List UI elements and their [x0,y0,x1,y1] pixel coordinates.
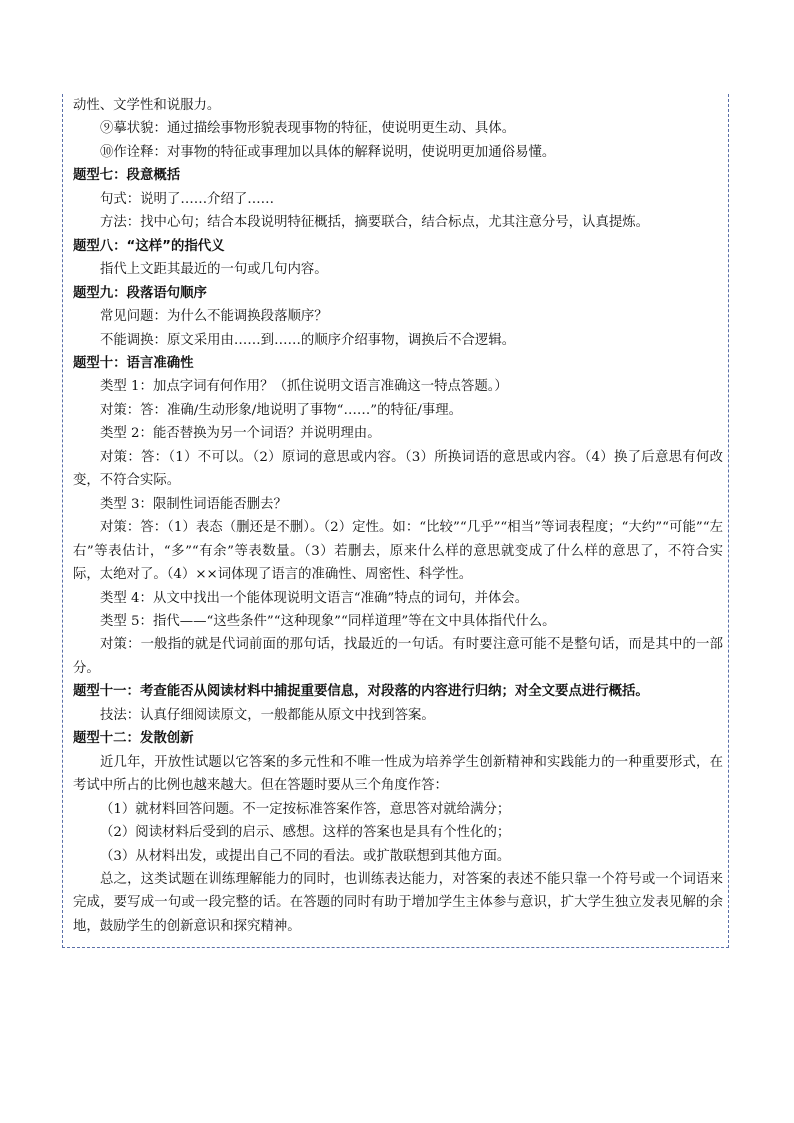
paragraph: 不能调换：原文采用由……到……的顺序介绍事物，调换后不合逻辑。 [100,332,516,348]
paragraph: ⑩作诠释：对事物的特征或事理加以具体的解释说明，使说明更加通俗易懂。 [100,144,556,160]
section-heading: 题型十一：考查能否从阅读材料中捕捉重要信息，对段落的内容进行归纳；对全文要点进行概括。 [73,684,649,700]
section-heading: 题型十二：发散创新 [73,731,194,747]
list-item: （3）从材料出发，或提出自己不同的看法。或扩散联想到其他方面。 [100,848,511,864]
paragraph: 对策：答：准确/生动形象/地说明了事物“……”的特征/事理。 [100,402,462,418]
paragraph: 指代上文距其最近的一句或几句内容。 [100,262,328,278]
section-heading: 题型九：段落语句顺序 [73,285,207,301]
paragraph: 对策：一般指的就是代词前面的那句话，找最近的一句话。有时要注意可能不是整句话，而是其中的一部分。 [73,637,723,676]
document-body [73,94,723,938]
list-item: （2）阅读材料后受到的启示、感想。这样的答案也是具有个性化的； [100,825,511,841]
paragraph: 技法：认真仔细阅读原文，一般都能从原文中找到答案。 [100,707,435,723]
paragraph: 对策：答：（1）不可以。（2）原词的意思或内容。（3）所换词语的意思或内容。（4）换了后意思有何改变，不符合实际。 [73,449,723,489]
paragraph: 类型 5：指代——“这些条件”“这种现象”“同样道理”等在文中具体指代什么。 [100,613,556,629]
paragraph: 类型 4：从文中找出一个能体现说明文语言“准确”特点的词句，并体会。 [100,590,529,606]
paragraph: 近几年，开放性试题以它答案的多元性和不唯一性成为培养学生创新精神和实践能力的一种重要形式，在考试中所占的比例也越来越大。但在答题时要从三个角度作答： [73,754,723,794]
paragraph: 方法：找中心句；结合本段说明特征概括，摘要联合，结合标点，尤其注意分号，认真提炼。 [100,215,650,231]
paragraph: 类型 2：能否替换为另一个词语？并说明理由。 [100,426,381,442]
section-heading: 题型八：“这样”的指代义 [73,238,225,254]
paragraph: 动性、文学性和说服力。 [73,98,221,113]
section-heading: 题型十：语言准确性 [73,355,194,371]
paragraph: 常见问题：为什么不能调换段落顺序？ [100,309,328,325]
paragraph: ⑨摹状貌：通过描绘事物形貌表现事物的特征，使说明更生动、具体。 [100,121,516,137]
paragraph: 总之，这类试题在训练理解能力的同时，也训练表达能力，对答案的表述不能只靠一个符号或一个词语来完成，要写成一句或一段完整的话。在答题的同时有助于增加学生主体参与意识，扩大学生独立发表见解的余地，鼓励学生的创新意识和探究精神。 [73,871,723,934]
paragraph: 类型 1：加点字词有何作用？（抓住说明文语言准确这一特点答题。） [100,379,508,395]
paragraph: 对策：答：（1）表态（删还是不删）。（2）定性。如：“比较”“几乎”“相当”等词表程度；“大约”“可能”“左右”等表估计，“多”“有余”等表数量。（3）若删去，原来什么样的意思就变成了什么样的意思了，不符合实际，太绝对了。（4）××词体现了语言的准确性、周密性、科学性。 [73,520,723,583]
list-item: （1）就材料回答问题。不一定按标准答案作答，意思答对就给满分； [100,801,511,817]
paragraph: 类型 3：限制性词语能否删去？ [100,496,287,512]
section-heading: 题型七：段意概括 [73,168,181,184]
paragraph: 句式：说明了……介绍了…… [100,191,275,207]
